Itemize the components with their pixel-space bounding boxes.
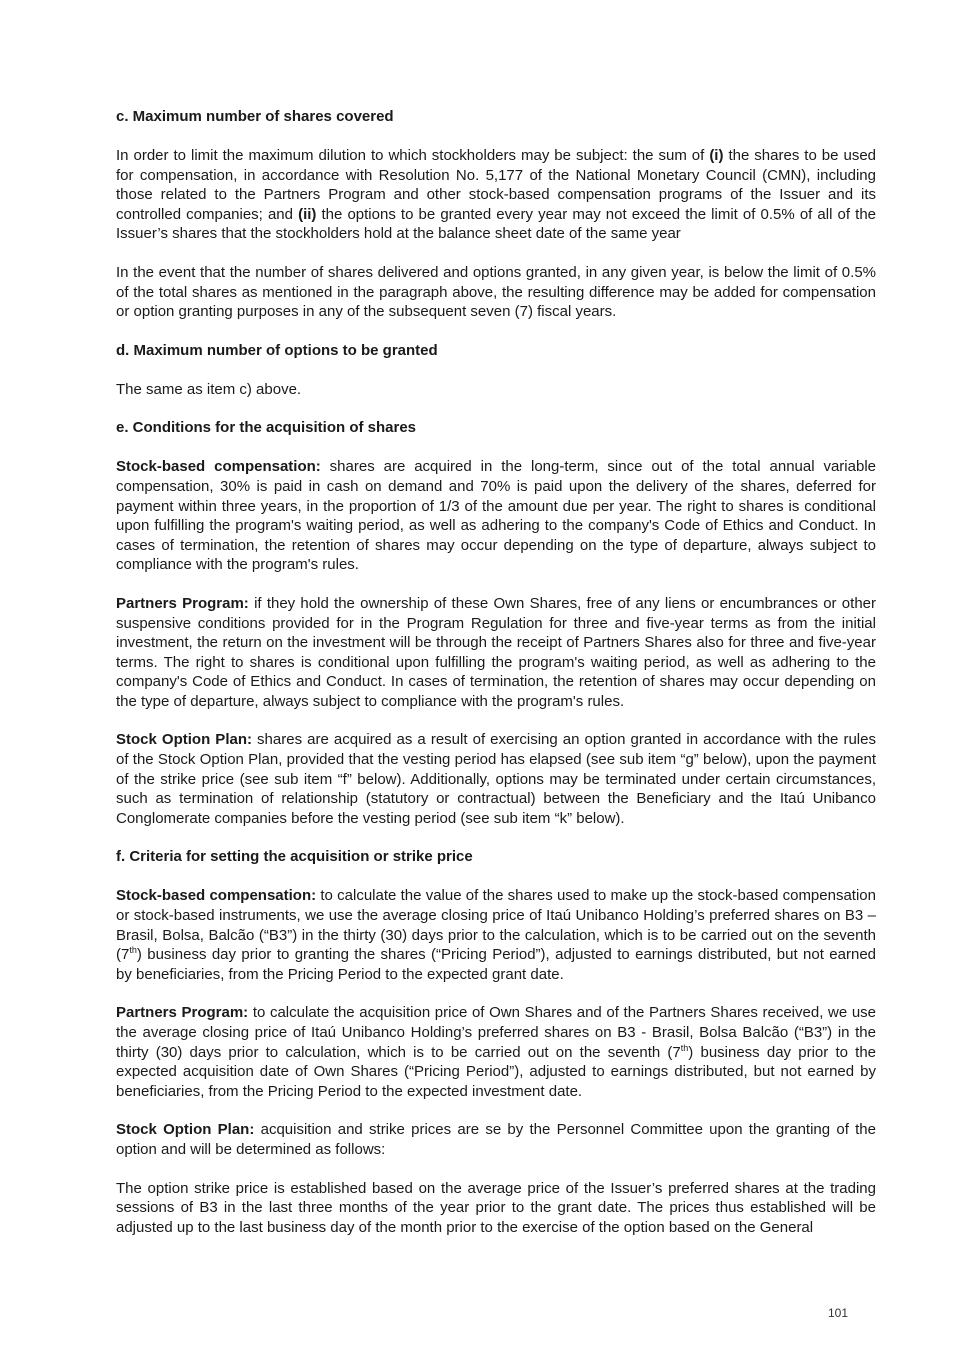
text-run: shares are acquired in the long-term, since out of the total annual variable compensation, 30% is paid in cash on demand and 70% is paid upon the delivery of the shares, deferred for payment within three years, in the proportion of 1/3 of the amount due per year. The right to shares is conditional upon fulfilling the program's waiting period, as well as adhering to the company's Code of Ethics and Conduct. In cases of termination, the retention of shares may occur depending on the type of departure, always subject to compliance with the program's rules. xyxy=(116,458,876,574)
bold-run: (ii) xyxy=(298,205,317,223)
text-run: the options to be granted every year may not exceed the limit of 0.5% of all of the Issuer’s shares that the stockholders hold at the balance sheet date of the same year xyxy=(116,205,876,243)
text-run: In order to limit the maximum dilution to which stockholders may be subject: the sum of xyxy=(116,147,710,164)
section-e-heading: e. Conditions for the acquisition of shares xyxy=(116,419,417,437)
paragraph-label: Stock-based compensation: xyxy=(116,458,321,476)
section-f-strike-price-paragraph: The option strike price is established based on the average price of the Issuer’s preferred shares at the trading sessions of B3 in the last three months of the year prior to the grant date. The prices thus established will be adjusted up to the last business day of the month prior to the exercise of the option based on the General xyxy=(116,1179,876,1236)
section-c-paragraph-1 xyxy=(116,146,876,244)
section-e-stock-option-paragraph xyxy=(116,730,876,828)
section-e-partners-paragraph xyxy=(116,594,876,712)
superscript: th xyxy=(129,945,137,956)
paragraph-label: Partners Program: xyxy=(116,1004,249,1022)
text-run: ) business day prior to the expected acquisition date of Own Shares (“Pricing Period”), adjusted to earnings distributed, but not earned by beneficiaries, from the Pricing Period to the expected investment date. xyxy=(116,1043,876,1100)
superscript: th xyxy=(680,1042,689,1053)
paragraph-label: Stock Option Plan: xyxy=(116,731,252,749)
document-page xyxy=(116,107,876,1256)
section-f-heading: f. Criteria for setting the acquisition or strike price xyxy=(116,848,473,866)
text-run: shares are acquired as a result of exercising an option granted in accordance with the rules of the Stock Option Plan, provided that the vesting period has elapsed (see sub item “g” below), upon the payment of the strike price (see sub item “f” below). Additionally, options may be terminated under certain circumstances, such as termination of relationship (statutory or contractual) between the Beneficiary and the Itaú Unibanco Conglomerate companies before the vesting period (see sub item “k” below). xyxy=(116,731,876,827)
bold-run: (i) xyxy=(709,147,724,164)
text-run: if they hold the ownership of these Own Shares, free of any liens or encumbrances or other suspensive conditions provided for in the Program Regulation for three and five-year terms as from the initial investment, the return on the investment will be through the receipt of Partners Shares also for three and five-year terms. The right to shares is conditional upon fulfilling the program's waiting period, as well as adhering to the company's Code of Ethics and Conduct. In cases of termination, the retention of shares may occur depending on the type of departure, always subject to compliance with the program's rules. xyxy=(116,594,876,710)
section-e-stock-based-paragraph xyxy=(116,457,876,575)
section-c-paragraph-2: In the event that the number of shares delivered and options granted, in any given year, is below the limit of 0.5% of the total shares as mentioned in the paragraph above, the resulting difference may be added for compensation or option granting purposes in any of the subsequent seven (7) fiscal years. xyxy=(116,263,876,321)
text-run: to calculate the value of the shares used to make up the stock-based compensation or stock-based instruments, we use the average closing price of Itaú Unibanco Holding’s preferred shares on B3 – Brasil, Bolsa, Balcão (“B3”) in the thirty (30) days prior to the calculation, which is to be carried out on the seventh (7 xyxy=(116,887,876,964)
paragraph-label: Partners Program: xyxy=(116,594,249,612)
section-c-heading: c. Maximum number of shares covered xyxy=(116,108,394,125)
section-f-stock-based-paragraph xyxy=(116,886,876,984)
paragraph-label: Stock Option Plan: xyxy=(116,1121,255,1139)
text-run: acquisition and strike prices are se by the Personnel Committee upon the granting of the option and will be determined as follows: xyxy=(116,1121,876,1158)
text-run: to calculate the acquisition price of Own Shares and of the Partners Shares received, we use the average closing price of Itaú Unibanco Holding’s preferred shares on B3 - Brasil, Bolsa Balcão (“B3”) in the thirty (30) days prior to calculation, which is to be carried out on the seventh (7 xyxy=(116,1004,876,1061)
paragraph-label: Stock-based compensation: xyxy=(116,887,317,905)
page-number: 101 xyxy=(828,1306,849,1320)
section-d-paragraph-1: The same as item c) above. xyxy=(116,380,302,398)
section-f-stock-option-paragraph xyxy=(116,1120,876,1159)
section-d-heading: d. Maximum number of options to be granted xyxy=(116,341,438,359)
section-f-partners-paragraph xyxy=(116,1003,876,1101)
text-run: ) business day prior to granting the shares (“Pricing Period”), adjusted to earnings distributed, but not earned by beneficiaries, from the Pricing Period to the expected grant date. xyxy=(116,946,876,983)
text-run: the shares to be used for compensation, in accordance with Resolution No. 5,177 of the National Monetary Council (CMN), including those related to the Partners Program and other stock-based compensation programs of the Issuer and its controlled companies; and xyxy=(116,147,876,223)
